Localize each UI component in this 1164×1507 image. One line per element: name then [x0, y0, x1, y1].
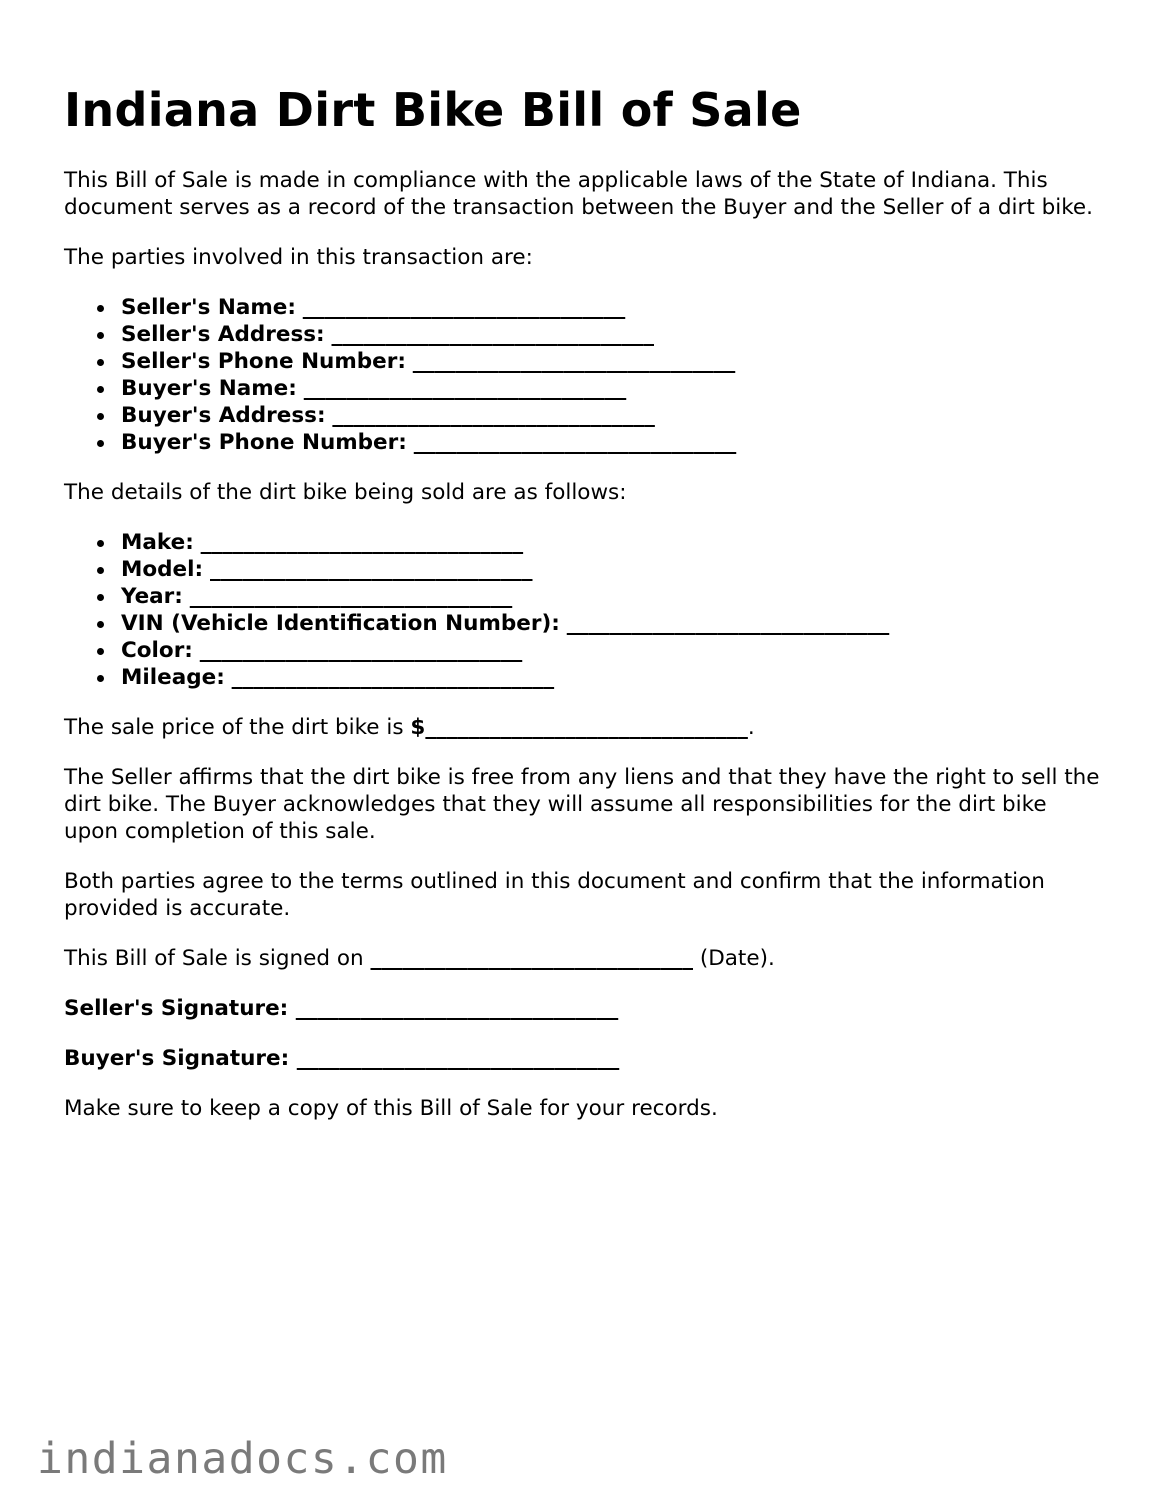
field-label: Mileage: — [121, 665, 225, 690]
vin-field — [121, 610, 1104, 637]
field-label: Seller's Address: — [121, 322, 325, 347]
blank-line[interactable]: ______________________________ — [413, 430, 737, 455]
sale-price-suffix: . — [747, 715, 755, 740]
color-field — [121, 637, 1104, 664]
date-blank[interactable]: ______________________________ — [370, 946, 693, 971]
field-label: Seller's Name: — [121, 295, 296, 320]
details-list — [64, 529, 1104, 691]
parties-lead: The parties involved in this transaction are: — [64, 245, 533, 270]
blank-line[interactable]: ______________________________ — [302, 295, 626, 320]
date-line — [64, 945, 1104, 972]
seller-signature-blank[interactable]: ______________________________ — [295, 996, 619, 1021]
field-label: Color: — [121, 638, 193, 663]
parties-list — [64, 294, 1104, 456]
closing-note: Make sure to keep a copy of this Bill of Sale for your records. — [64, 1096, 718, 1121]
agreement-paragraph: Both parties agree to the terms outlined in this document and confirm that the information provided is accurate. — [64, 869, 1045, 921]
field-label: Make: — [121, 530, 194, 555]
blank-line[interactable]: ______________________________ — [231, 665, 555, 690]
model-field — [121, 556, 1104, 583]
buyer-address-field — [121, 402, 1104, 429]
document — [64, 78, 1104, 1122]
year-field — [121, 583, 1104, 610]
watermark: indianadocs.com — [37, 1434, 448, 1484]
blank-line[interactable]: ______________________________ — [331, 322, 654, 347]
blank-line[interactable]: ______________________________ — [199, 638, 523, 663]
seller-name-field — [121, 294, 1104, 321]
sale-price-blank[interactable]: ______________________________ — [425, 715, 748, 740]
make-field — [121, 529, 1104, 556]
blank-line[interactable]: ______________________________ — [332, 403, 655, 428]
details-lead: The details of the dirt bike being sold are as follows: — [64, 480, 627, 505]
affirmation-paragraph: The Seller affirms that the dirt bike is free from any liens and that they have the right to sell the dirt bike. The Buyer acknowledges that they will assume all responsibilities for the dirt bike upon completion of this sale. — [64, 765, 1100, 844]
blank-line[interactable]: ______________________________ — [412, 349, 736, 374]
document-title: Indiana Dirt Bike Bill of Sale — [64, 83, 802, 137]
buyer-signature-line — [64, 1045, 1104, 1072]
mileage-field — [121, 664, 1104, 691]
seller-signature-line — [64, 995, 1104, 1022]
blank-line[interactable]: ______________________________ — [209, 557, 533, 582]
field-label: Buyer's Name: — [121, 376, 297, 401]
field-label: Model: — [121, 557, 204, 582]
seller-address-field — [121, 321, 1104, 348]
currency-symbol: $ — [410, 715, 426, 740]
blank-line[interactable]: ______________________________ — [189, 584, 513, 609]
field-label: Buyer's Phone Number: — [121, 430, 407, 455]
date-suffix: (Date). — [692, 946, 775, 971]
buyer-name-field — [121, 375, 1104, 402]
field-label: VIN (Vehicle Identification Number): — [121, 611, 560, 636]
sale-price-line — [64, 714, 1104, 741]
field-label: Year: — [121, 584, 183, 609]
sale-price-prefix: The sale price of the dirt bike is — [64, 715, 411, 740]
field-label: Seller's Phone Number: — [121, 349, 406, 374]
buyer-phone-field — [121, 429, 1104, 456]
seller-signature-label: Seller's Signature: — [64, 996, 289, 1021]
blank-line[interactable]: ______________________________ — [303, 376, 627, 401]
buyer-signature-label: Buyer's Signature: — [64, 1046, 290, 1071]
blank-line[interactable]: ______________________________ — [566, 611, 890, 636]
buyer-signature-blank[interactable]: ______________________________ — [296, 1046, 620, 1071]
blank-line[interactable]: ______________________________ — [200, 530, 524, 555]
seller-phone-field — [121, 348, 1104, 375]
field-label: Buyer's Address: — [121, 403, 326, 428]
date-prefix: This Bill of Sale is signed on — [64, 946, 371, 971]
intro-paragraph: This Bill of Sale is made in compliance with the applicable laws of the State of Indiana. This document serves as a record of the transaction between the Buyer and the Seller of a dirt bike. — [64, 168, 1093, 220]
